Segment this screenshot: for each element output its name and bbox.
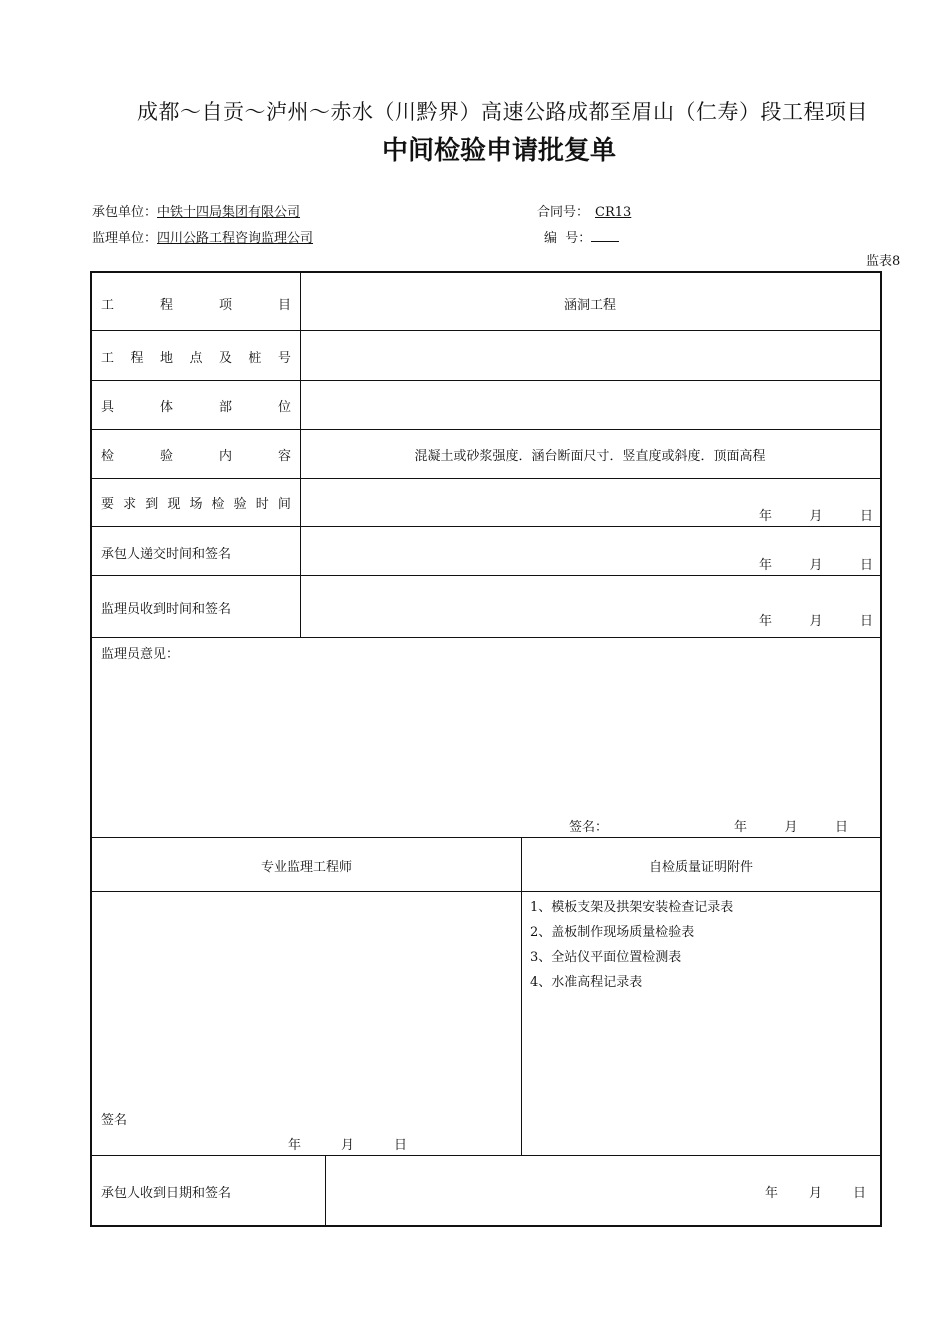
contractor-label: 承包单位： — [92, 205, 158, 220]
label-char: 间 — [277, 497, 291, 512]
number-line — [544, 227, 619, 246]
attachment-item: 2、盖板制作现场质量检验表 — [530, 925, 695, 940]
number-blank — [591, 229, 619, 242]
content-label — [101, 445, 291, 464]
label-char: 验 — [233, 497, 247, 512]
label-char: 及 — [218, 351, 232, 366]
project-title: 成都～自贡～泸州～赤水（川黔界）高速公路成都至眉山（仁寿）段工程项目 — [137, 100, 868, 124]
contractor-line — [92, 201, 300, 220]
label-char: 工 — [101, 298, 115, 313]
year-text: 年 — [734, 820, 748, 835]
engineer-label: 专业监理工程师 — [260, 860, 352, 875]
project-item-label-text — [101, 294, 291, 313]
month-text: 月 — [784, 820, 798, 835]
label-char: 桩 — [248, 351, 262, 366]
attachments-label: 自检质量证明附件 — [648, 860, 753, 875]
label-char: 地 — [159, 351, 173, 366]
supervisor-label: 监理单位： — [92, 231, 158, 246]
day-text: 日 — [852, 1186, 866, 1201]
label-char: 时 — [255, 497, 269, 512]
label-char: 检 — [101, 449, 115, 464]
contractor-value: 中铁十四局集团有限公司 — [157, 205, 301, 220]
engineer-sign-label: 签名 — [101, 1113, 128, 1128]
contract-no-line — [537, 201, 637, 220]
label-char: 要 — [101, 497, 115, 512]
onsite-time-label — [101, 493, 291, 512]
attachments-list — [530, 896, 733, 996]
location-value[interactable] — [302, 333, 878, 377]
project-item-label — [101, 294, 291, 313]
supervisor-value: 四川公路工程咨询监理公司 — [157, 231, 314, 246]
label-char: 求 — [123, 497, 137, 512]
day-text: 日 — [834, 820, 848, 835]
label-char: 号 — [277, 351, 291, 366]
supervisor-receive-label: 监理员收到时间和签名 — [101, 602, 232, 617]
opinion-sign-label: 签名： — [569, 820, 609, 835]
label-char: 体 — [159, 400, 173, 415]
form-code: 监表8 — [866, 254, 901, 269]
label-char: 容 — [277, 449, 291, 464]
month-text: 月 — [809, 614, 823, 629]
opinion-date — [734, 816, 848, 835]
number-label: 编 号： — [544, 231, 592, 246]
year-text: 年 — [765, 1186, 779, 1201]
label-char: 到 — [145, 497, 159, 512]
attachment-item: 4、水准高程记录表 — [530, 975, 643, 990]
month-text: 月 — [340, 1138, 354, 1153]
month-text: 月 — [809, 509, 823, 524]
form-title: 中间检验申请批复单 — [381, 136, 616, 166]
label-char: 程 — [159, 298, 173, 313]
label-char: 具 — [101, 400, 115, 415]
day-text: 日 — [859, 614, 873, 629]
final-row-label: 承包人收到日期和签名 — [101, 1186, 232, 1201]
month-text: 月 — [809, 558, 823, 573]
month-text: 月 — [808, 1186, 822, 1201]
location-label — [101, 347, 291, 366]
attachment-item: 3、全站仪平面位置检测表 — [530, 950, 682, 965]
label-char: 检 — [211, 497, 225, 512]
year-text: 年 — [759, 558, 773, 573]
final-row-date — [765, 1182, 866, 1201]
label-char: 目 — [277, 298, 291, 313]
inspection-form — [90, 271, 882, 1227]
supervisor-receive-date — [759, 610, 873, 629]
contract-no-label: 合同号： — [537, 205, 590, 220]
label-char: 现 — [167, 497, 181, 512]
year-text: 年 — [759, 614, 773, 629]
onsite-time-date — [759, 505, 873, 524]
engineer-date — [288, 1134, 407, 1153]
label-char: 部 — [218, 400, 232, 415]
contractor-submit-label: 承包人递交时间和签名 — [101, 547, 232, 562]
supervisor-line — [92, 227, 313, 246]
label-char: 项 — [218, 298, 232, 313]
contract-no-value: CR13 — [595, 205, 632, 220]
label-char: 验 — [159, 449, 173, 464]
attachment-item: 1、模板支架及拱架安装检查记录表 — [530, 900, 734, 915]
day-text: 日 — [393, 1138, 407, 1153]
day-text: 日 — [859, 509, 873, 524]
opinion-label: 监理员意见： — [101, 647, 180, 662]
label-char: 程 — [130, 351, 144, 366]
content-value: 混凝土或砂浆强度．涵台断面尺寸．竖直度或斜度．顶面高程 — [414, 449, 766, 464]
part-label — [101, 396, 291, 415]
day-text: 日 — [859, 558, 873, 573]
project-item-value: 涵洞工程 — [563, 298, 616, 313]
part-value[interactable] — [302, 382, 878, 426]
label-char: 位 — [277, 400, 291, 415]
year-text: 年 — [288, 1138, 302, 1153]
label-char: 工 — [101, 351, 115, 366]
label-char: 点 — [189, 351, 203, 366]
year-text: 年 — [759, 509, 773, 524]
contractor-submit-date — [759, 554, 873, 573]
label-char: 内 — [218, 449, 232, 464]
label-char: 场 — [189, 497, 203, 512]
